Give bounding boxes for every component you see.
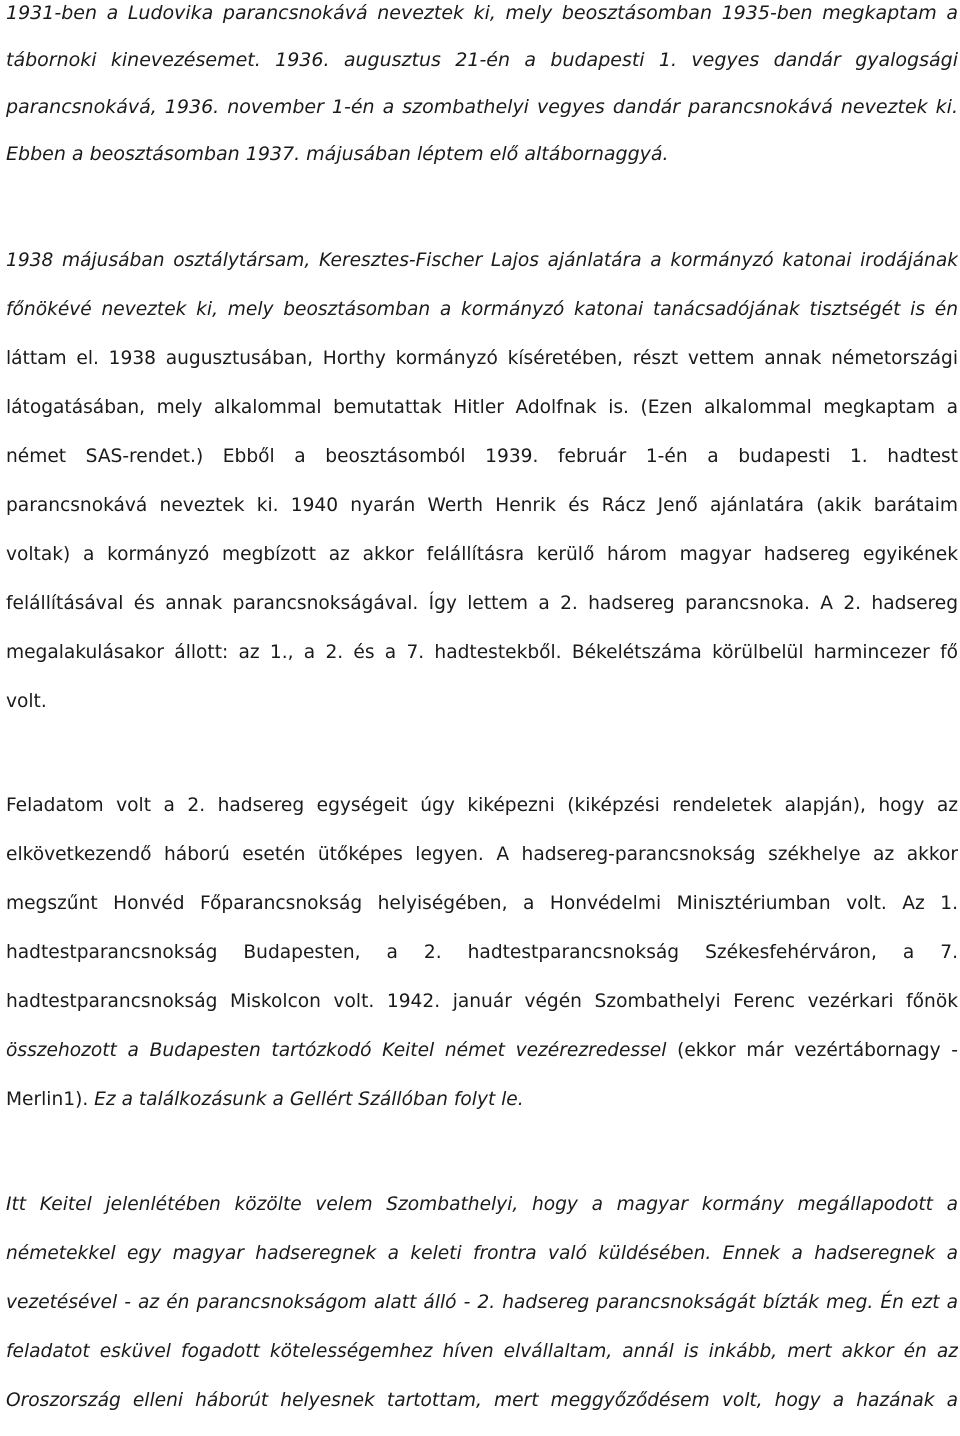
text-line: tábornoki kinevezésemet. 1936. augusztus 21-én a budapesti 1. vegyes dandár gyalogsági: [6, 49, 958, 71]
text-line: német SAS-rendet.) Ebből a beosztásomból 1939. február 1-én a budapesti 1. hadtest: [6, 446, 958, 467]
text-line: Oroszország elleni háborút helyesnek tartottam, mert meggyőződésem volt, hogy a hazának a: [6, 1390, 958, 1411]
text-line: megalakulásakor állott: az 1., a 2. és a 7. hadtestekből. Békelétszáma körülbelül harmincezer fő: [6, 642, 958, 663]
paragraph-4: [6, 1191, 958, 1436]
paragraph-2: [6, 247, 958, 737]
paragraph-3: [6, 792, 958, 1135]
text-line: 1938 májusában osztálytársam, Keresztes-Fischer Lajos ajánlatára a kormányzó katonai irodájának: [6, 250, 958, 271]
text-line: hadtestparancsnokság Budapesten, a 2. hadtestparancsnokság Székesfehérváron, a 7.: [6, 942, 958, 963]
text-line: Ebben a beosztásomban 1937. májusában léptem elő altábornaggyá.: [6, 143, 669, 165]
text-line: feladatot esküvel fogadott kötelességemhez híven elvállaltam, annál is inkább, mert akkor én az: [6, 1341, 958, 1362]
text-line: elkövetkezendő háború esetén ütőképes legyen. A hadsereg-parancsnokság székhelye az akkor: [6, 844, 958, 865]
regular-text: Merlin1).: [6, 1089, 89, 1110]
text-line: felállításával és annak parancsnokságával. Így lettem a 2. hadsereg parancsnoka. A 2. hadsereg: [6, 593, 958, 614]
italic-text: összehozott a Budapesten tartózkodó Keitel német vezérezredessel: [6, 1040, 667, 1061]
paragraph-1: [6, 0, 958, 188]
text-line: Feladatom volt a 2. hadsereg egységeit úgy kiképezni (kiképzési rendeletek alapján), hogy az: [6, 795, 958, 816]
regular-text: (ekkor már vezértábornagy -: [666, 1040, 958, 1061]
text-line: parancsnokává, 1936. november 1-én a szombathelyi vegyes dandár parancsnokává neveztek ki.: [6, 96, 958, 118]
text-line: [6, 1037, 958, 1086]
text-line: németekkel egy magyar hadseregnek a keleti frontra való küldésében. Ennek a hadseregnek a: [6, 1243, 958, 1264]
text-line: volt.: [6, 691, 47, 712]
text-line: vezetésével - az én parancsnokságom alatt álló - 2. hadsereg parancsnokságát bízták meg. Én ezt a: [6, 1292, 958, 1313]
text-line: látogatásában, mely alkalommal bemutattak Hitler Adolfnak is. (Ezen alkalommal megkaptam a: [6, 397, 958, 418]
text-line: hadtestparancsnokság Miskolcon volt. 1942. január végén Szombathelyi Ferenc vezérkari főnök: [6, 991, 958, 1012]
text-line: megszűnt Honvéd Főparancsnokság helyiségében, a Honvédelmi Minisztériumban volt. Az 1.: [6, 893, 958, 914]
text-line: voltak) a kormányzó megbízott az akkor felállításra kerülő három magyar hadsereg egyikének: [6, 544, 958, 565]
italic-text: Ez a találkozásunk a Gellért Szállóban folyt le.: [88, 1089, 524, 1110]
text-line: főnökévé neveztek ki, mely beosztásomban a kormányzó katonai tanácsadójának tisztségét is én: [6, 299, 958, 320]
text-line: láttam el. 1938 augusztusában, Horthy kormányzó kíséretében, részt vettem annak németországi: [6, 348, 958, 369]
text-line: [6, 1086, 958, 1135]
text-line: Itt Keitel jelenlétében közölte velem Szombathelyi, hogy a magyar kormány megállapodott a: [6, 1194, 958, 1215]
text-line: 1931-ben a Ludovika parancsnokává neveztek ki, mely beosztásomban 1935-ben megkaptam a: [6, 2, 958, 24]
text-line: parancsnokává neveztek ki. 1940 nyarán Werth Henrik és Rácz Jenő ajánlatára (akik barátaim: [6, 495, 958, 516]
